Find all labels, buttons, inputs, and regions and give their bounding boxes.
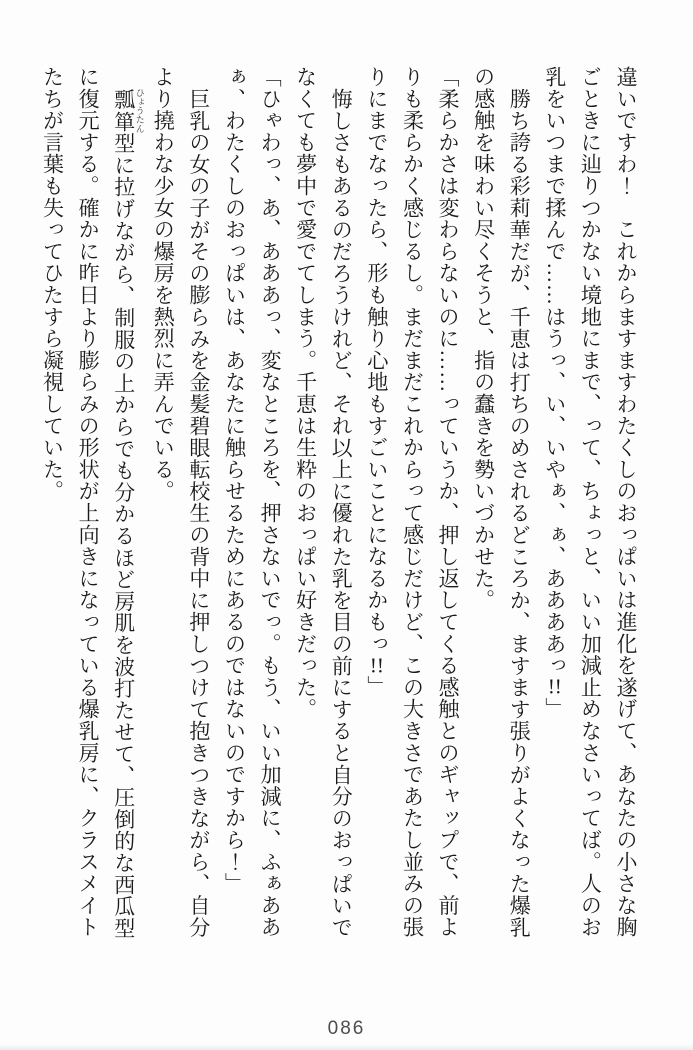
text-line: 瓢箪 ひょうたん型に拉げながら、制服の上からでも分かるほど房肌を波打たせて、圧倒的な西瓜型: [111, 88, 145, 940]
vertical-text-block: [34, 66, 643, 1010]
text-line: なくても夢中で愛でてしまう。千恵は生粋のおっぱい好きだった。: [293, 66, 318, 720]
text-line: 悔しさもあるのだろうけれど、それ以上に優れた乳を目の前にすると自分のおっぱいで: [329, 88, 354, 939]
text-line: 勝ち誇る彩莉華だが、千恵は打ちのめされるどころか、ますます張りがよくなった爆乳: [507, 88, 532, 939]
text-line: 巨乳の女の子がその膨らみを金髪碧眼転校生の背中に押しつけて抱きつきながら、自分: [186, 88, 211, 939]
page-number: 086: [327, 1018, 366, 1039]
text-line: りも柔らかく感じるし。まだまだこれからって感じだけど、この大きさであたし並みの張: [400, 66, 425, 938]
tatechuyoko-exclamation: !!: [547, 676, 562, 698]
text-line: の感触を味わい尽くそうと、指の蠢きを勢いづかせた。: [471, 66, 496, 611]
text-line: 「ひゃわっ、あ、あああっ、変なところを、押さないでっ。もう、いい加減に、ふぁああ: [258, 66, 283, 938]
text-line: 違いですわ！ これからますますわたくしのおっぱいは進化を遂げて、あなたの小さな胸: [614, 66, 638, 938]
text-line: 乳をいつまで揉んで……はうっ、い、いやぁ、ぁ、ああああっ!!」: [542, 66, 567, 720]
text-line: りにまでなったら、形も触り心地もすごいことになるかもっ!!」: [364, 66, 389, 698]
tatechuyoko-exclamation: !!: [369, 654, 384, 676]
text-line: 「柔らかさは変わらないのに……っていうか、押し返してくる感触とのギャップで、前よ: [436, 66, 461, 938]
text-line: ぁ、わたくしのおっぱいは、あなたに触らせるためにあるのではないのですから！」: [222, 66, 247, 895]
text-line: より撓わな少女の爆房を熱烈に弄んでいる。: [151, 66, 176, 502]
text-line: たちが言葉も失ってひたすら凝視していた。: [40, 66, 65, 502]
furigana: 瓢箪 ひょうたん: [111, 88, 145, 133]
text-line: に復元する。確かに昨日より膨らみの形状が上向きになっている爆乳房に、クラスメイト: [76, 66, 101, 938]
text-line: ごときに辿りつかない境地にまで、って、ちょっと、いい加減止めなさいってば。人のお: [578, 66, 603, 938]
